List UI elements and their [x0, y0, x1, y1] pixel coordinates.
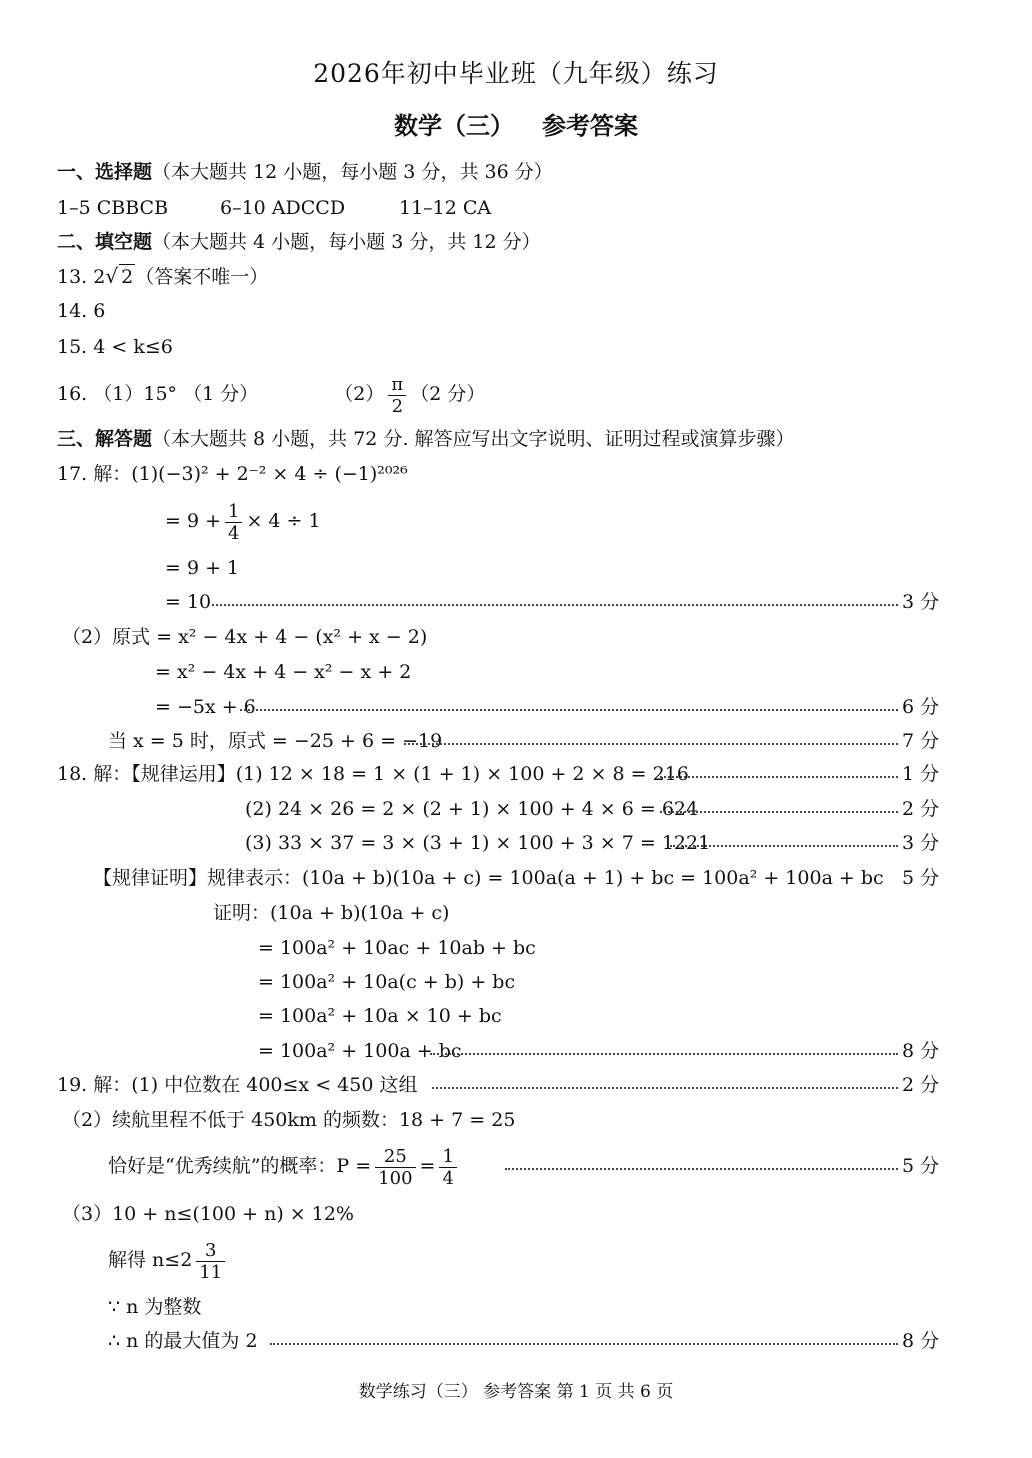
- leader-dots: [212, 604, 898, 606]
- q19-denominator-3: 11: [199, 1261, 223, 1283]
- subtitle: [0, 111, 1032, 140]
- q17-line6: = x² − 4x + 4 − x² − x + 2: [155, 661, 412, 683]
- section1-note: （本大题共 12 小题，每小题 3 分，共 36 分）: [152, 161, 553, 183]
- mc-answers-3: 11–12 CA: [399, 197, 492, 219]
- q17-line3: = 9 + 1: [165, 557, 240, 579]
- subject-label: 数学（三）: [394, 111, 514, 140]
- q17-line4: = 10: [165, 591, 212, 613]
- section3-header: [57, 427, 795, 451]
- q19-line1: 19. 解：(1) 中位数在 400≤x < 450 这组: [57, 1074, 418, 1096]
- q16-part2: （2）: [334, 383, 385, 405]
- q16-part1: （1）15° （1 分）: [93, 383, 259, 405]
- leader-dots: [404, 743, 898, 745]
- q19-denominator-2: 4: [442, 1167, 454, 1189]
- leader-dots: [670, 845, 898, 847]
- q16-label: 16.: [57, 383, 88, 405]
- leader-dots: [660, 776, 898, 778]
- answer-label: 参考答案: [542, 111, 638, 140]
- q19-line5-a: 解得 n≤2: [108, 1249, 193, 1271]
- section3-note: （本大题共 8 小题，共 72 分. 解答应写出文字说明、证明过程或演算步骤）: [152, 428, 795, 450]
- score-1: 1 分: [902, 763, 940, 785]
- section1-heading: 一、选择题: [57, 161, 153, 183]
- q13-note: （答案不唯一）: [135, 266, 269, 288]
- q19-line2: （2）续航里程不低于 450km 的频数：18 + 7 = 25: [62, 1109, 516, 1131]
- score-3: 3 分: [902, 591, 940, 613]
- q18-line5: 证明：(10a + b)(10a + c): [213, 902, 450, 924]
- score-5: 5 分: [902, 867, 940, 889]
- score-8b: 8 分: [902, 1330, 940, 1352]
- answer-14: 14. 6: [57, 300, 106, 322]
- q17-denominator: 4: [228, 522, 240, 544]
- mc-answers-2: 6–10 ADCCD: [220, 197, 346, 219]
- score-7: 7 分: [902, 730, 940, 752]
- leader-dots: [660, 811, 898, 813]
- leader-dots: [432, 1087, 898, 1089]
- q18-line8: = 100a² + 10a × 10 + bc: [258, 1005, 502, 1027]
- section1-header: [57, 160, 553, 184]
- q19-line4: （3）10 + n≤(100 + n) × 12%: [62, 1203, 354, 1225]
- q19-numerator-2: 1: [439, 1146, 456, 1168]
- q16-fraction: [388, 374, 406, 417]
- section2-note: （本大题共 4 小题，每小题 3 分，共 12 分）: [152, 231, 541, 253]
- q19-numerator-3: 3: [196, 1240, 225, 1262]
- section2-heading: 二、填空题: [57, 231, 153, 253]
- q19-line7: ∴ n 的最大值为 2: [108, 1330, 258, 1352]
- q18-line6: = 100a² + 10ac + 10ab + bc: [258, 937, 536, 959]
- q19-fraction-2: [439, 1146, 456, 1189]
- q19-fraction-1: [375, 1146, 415, 1189]
- q19-fraction-3: [196, 1240, 225, 1283]
- sqrt-sign: √: [105, 264, 119, 288]
- leader-dots: [240, 709, 898, 711]
- page-footer: 数学练习（三） 参考答案 第 1 页 共 6 页: [358, 1382, 674, 1402]
- answer-15: 15. 4 < k≤6: [57, 336, 173, 358]
- q16-part2-score: （2 分）: [410, 383, 486, 405]
- leader-dots: [430, 1053, 898, 1055]
- q19-line3-a: 恰好是“优秀续航”的概率：P =: [108, 1155, 372, 1177]
- mc-answers-1: 1–5 CBBCB: [57, 197, 169, 219]
- q19-line5: [108, 1238, 229, 1283]
- score-2b: 2 分: [902, 1074, 940, 1096]
- q18-line4: 【规律证明】规律表示：(10a + b)(10a + c) = 100a(a + 1) + bc = 100a² + 100a + bc: [93, 867, 884, 889]
- q18-line7: = 100a² + 10a(c + b) + bc: [258, 971, 516, 993]
- q17-line2: [165, 499, 321, 544]
- q17-line1: 17. 解：(1)(−3)² + 2⁻² × 4 ÷ (−1)²⁰²⁶: [57, 463, 408, 485]
- q19-line6: ∵ n 为整数: [108, 1296, 202, 1318]
- q17-line7: = −5x + 6: [155, 696, 256, 718]
- page-title: 2026年初中毕业班（九年级）练习: [313, 59, 719, 88]
- q17-numerator: 1: [225, 501, 242, 523]
- q17-line8: 当 x = 5 时，原式 = −25 + 6 = −19: [108, 730, 443, 752]
- score-3b: 3 分: [902, 832, 940, 854]
- q17-line2-a: = 9 +: [165, 510, 222, 532]
- q19-equals: =: [419, 1155, 436, 1177]
- q16-denominator: 2: [391, 395, 404, 417]
- answer-16: [57, 372, 485, 417]
- leader-dots: [270, 1343, 898, 1345]
- score-6: 6 分: [902, 696, 940, 718]
- q19-numerator-1: 25: [375, 1146, 415, 1168]
- leader-dots: [505, 1168, 898, 1170]
- q18-line9: = 100a² + 100a + bc: [258, 1040, 462, 1062]
- section2-header: [57, 230, 541, 254]
- section3-heading: 三、解答题: [57, 428, 153, 450]
- q18-line3: (3) 33 × 37 = 3 × (3 + 1) × 100 + 3 × 7 = 1221: [245, 832, 711, 854]
- q18-line2: (2) 24 × 26 = 2 × (2 + 1) × 100 + 4 × 6 = 624: [245, 798, 699, 820]
- q17-fraction: [225, 501, 242, 544]
- score-2: 2 分: [902, 798, 940, 820]
- q13-radicand: 2: [121, 266, 134, 288]
- q19-line3: [108, 1144, 461, 1189]
- score-8: 8 分: [902, 1040, 940, 1062]
- score-5b: 5 分: [902, 1155, 940, 1177]
- q13-label: 13. 2: [57, 266, 106, 288]
- q17-line5: （2）原式 = x² − 4x + 4 − (x² + x − 2): [62, 626, 428, 648]
- q17-line2-b: × 4 ÷ 1: [246, 510, 321, 532]
- q18-line1: 18. 解：【规律运用】(1) 12 × 18 = 1 × (1 + 1) × 100 + 2 × 8 = 216: [57, 763, 689, 785]
- q16-numerator: π: [388, 374, 406, 396]
- answer-13: [57, 264, 268, 289]
- q19-denominator-1: 100: [378, 1167, 413, 1189]
